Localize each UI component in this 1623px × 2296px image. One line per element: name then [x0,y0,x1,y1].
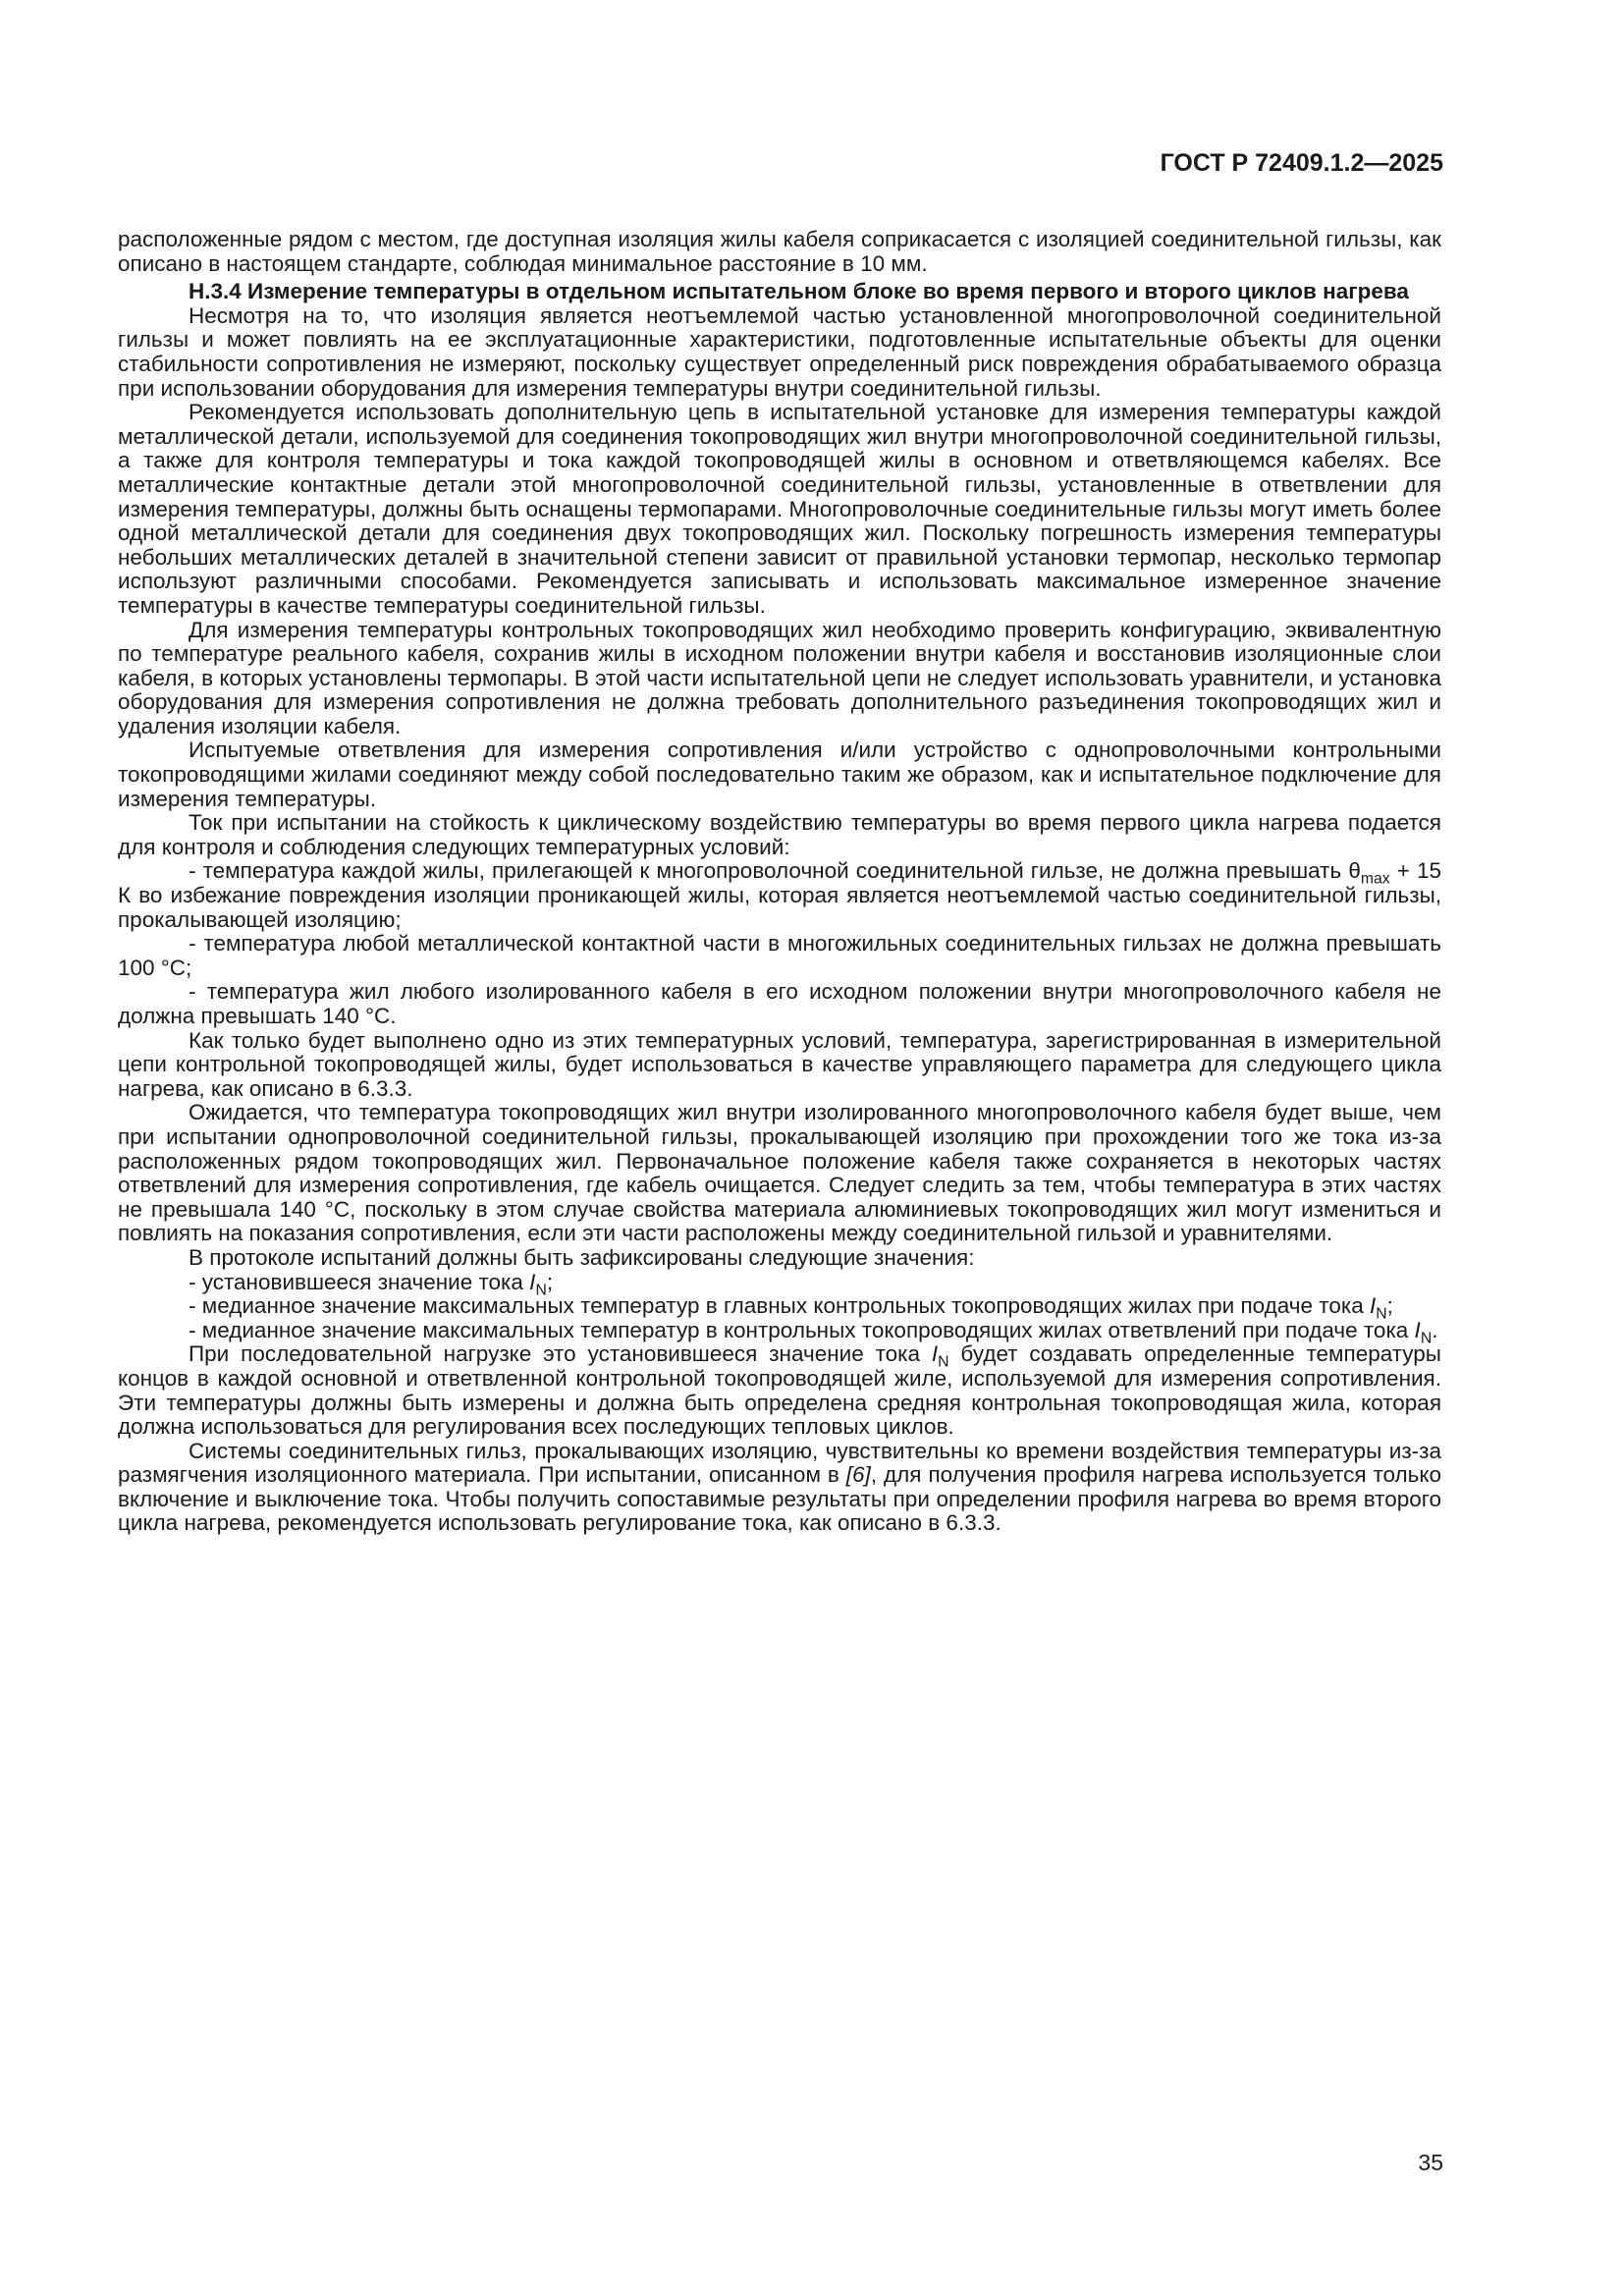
paragraph: При последовательной нагрузке это установившееся значение тока $I_N$ будет создавать определенные температуры концов в каждой основной и ответвленной контрольной токопроводящей жиле, используемой для измерения сопротивления. Эти температуры должны быть измерены и должна быть определена средняя контрольная токопроводящая жила, которая должна использоваться для регулирования всех последующих тепловых циклов. [118,1341,1441,1440]
list-item: - температура любой металлической контактной части в многожильных соединительных гильзах не должна превышать 100 °С; [118,931,1441,980]
paragraph: Несмотря на то, что изоляция является неотъемлемой частью установленной многопроволочной соединительной гильзы и может повлиять на ее эксплуатационные характеристики, подготовленные испытательные объекты для оценки стабильности сопротивления не измеряют, поскольку существует определенный риск повреждения обрабатываемого образца при использовании оборудования для измерения температуры внутри соединительной гильзы. [118,302,1441,401]
paragraph: В протоколе испытаний должны быть зафиксированы следующие значения: [189,1244,975,1270]
paragraph: Как только будет выполнено одно из этих температурных условий, температура, зарегистрированная в измерительной цепи контрольной токопроводящей жилы, будет использоваться в качестве управляющего параметра для следующего цикла нагрева, как описано в 6.3.3. [118,1027,1441,1101]
document-number: ГОСТ Р 72409.1.2—2025 [1160,149,1443,177]
list-item: - установившееся значение тока $I_N$; [189,1269,554,1299]
paragraph: Ожидается, что температура токопроводящих жил внутри изолированного многопроволочного кабеля будет выше, чем при испытании однопроволочной соединительной гильзы, прокалывающей изоляцию при прохождении того же тока из-за расположенных рядом токопроводящих жил. Первоначальное положение кабеля также сохраняется в некоторых частях ответвлений для измерения сопротивления, где кабель очищается. Следует следить за тем, чтобы температура в этих частях не превышала 140 °С, поскольку в этом случае свойства материала алюминиевых токопроводящих жил могут измениться и повлиять на показания сопротивления, если эти части расположены между соединительной гильзой и уравнителями. [118,1100,1441,1246]
page-number: 35 [1418,2150,1443,2175]
paragraph: расположенные рядом с местом, где доступная изоляция жилы кабеля соприкасается с изоляцией соединительной гильзы, как описано в настоящем стандарте, соблюдая минимальное расстояние в 10 мм. [118,227,1441,276]
list-item: - медианное значение максимальных температур в главных контрольных токопроводящих жилах при подаче тока $I_N$; [189,1293,1393,1323]
reference: [6] [845,1462,871,1488]
paragraph: Ток при испытании на стойкость к циклическому воздействию температуры во время первого цикла нагрева подается для контроля и соблюдения следующих температурных условий: [118,810,1441,859]
paragraph: Рекомендуется использовать дополнительную цепь в испытательной установке для измерения температуры каждой металлической детали, используемой для соединения токопроводящих жил внутри многопроволочной соединительной гильзы, а также для контроля температуры и тока каждой токопроводящей жилы в основном и ответвляющемся кабелях. Все металлические контактные детали этой многопроволочной соединительной гильзы, установленные в ответвлении для измерения температуры, должны быть оснащены термопарами. Многопроволочные соединительные гильзы могут иметь более одной металлической детали для соединения двух токопроводящих жил. Поскольку погрешность измерения температуры небольших металлических деталей в значительной степени зависит от правильной установки термопар, несколько термопар используют различными способами. Рекомендуется записывать и использовать максимальное измеренное значение температуры в качестве температуры соединительной гильзы. [118,400,1441,618]
subscript: max [1360,870,1390,888]
list-item: - температура жил любого изолированного кабеля в его исходном положении внутри многопроволочного кабеля не должна превышать 140 °С. [118,979,1441,1028]
document-body [118,228,1441,1536]
list-item: - медианное значение максимальных температур в контрольных токопроводящих жилах ответвлений при подаче тока $I_N$. [189,1317,1438,1347]
paragraph: Для измерения температуры контрольных токопроводящих жил необходимо проверить конфигурацию, эквивалентную по температуре реального кабеля, сохранив жилы в исходном положении внутри кабеля и восстановив изоляционные слои кабеля, в которых установлены термопары. В этой части испытательной цепи не следует использовать уравнители, и установка оборудования для измерения сопротивления не должна требовать дополнительного разъединения токопроводящих жил и удаления изоляции кабеля. [118,617,1441,738]
list-item: - температура каждой жилы, прилегающей к многопроволочной соединительной гильзе, не должна превышать $\theta_{max} + 15$ К во избежание повреждения изоляции проникающей жилы, которая является неотъемлемой частью соединительной гильзы, прокалывающей изоляцию; [118,858,1441,932]
paragraph: Системы соединительных гильз, прокалывающих изоляцию, чувствительны ко времени воздействия температуры из-за размягчения изоляционного материала. При испытании, описанном в [6], для получения профиля нагрева используется только включение и выключение тока. Чтобы получить сопоставимые результаты при определении профиля нагрева во время второго цикла нагрева, рекомендуется использовать регулирование тока, как описано в 6.3.3. [118,1438,1442,1536]
section-heading: Н.3.4 Измерение температуры в отдельном испытательном блоке во время первого и второго циклов нагрева [189,279,1409,304]
paragraph: Испытуемые ответвления для измерения сопротивления и/или устройство с однопроволочными контрольными токопроводящими жилами соединяют между собой последовательно таким же образом, как и испытательное подключение для измерения температуры. [118,738,1441,811]
